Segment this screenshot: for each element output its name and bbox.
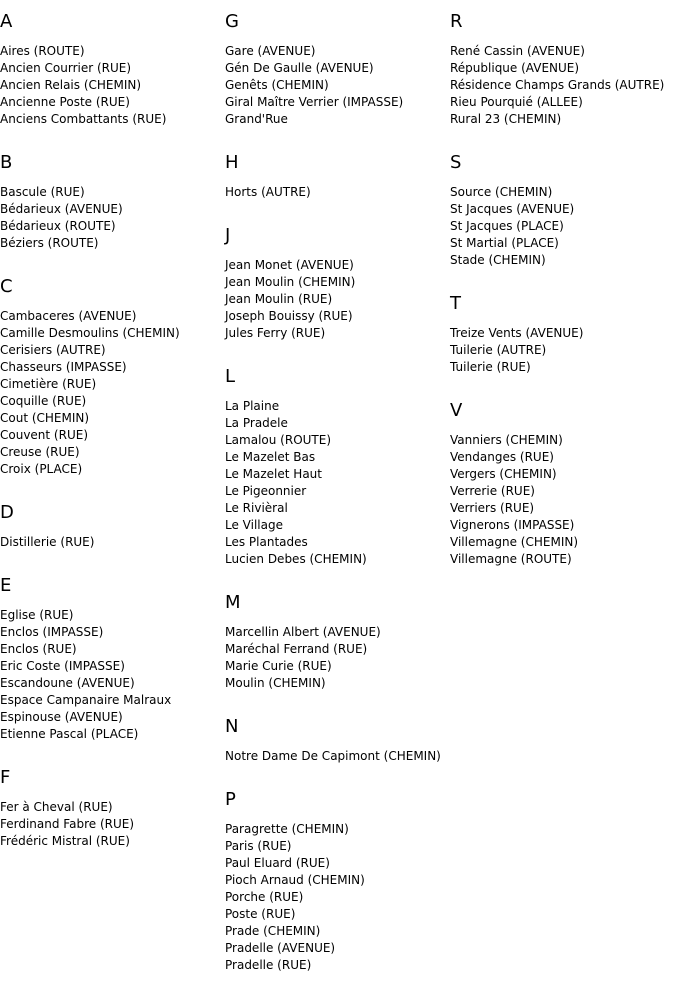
letter-group bbox=[225, 591, 447, 692]
street-index-column-3 bbox=[450, 10, 675, 568]
street-item: La Plaine bbox=[225, 399, 280, 413]
street-item: Gén De Gaulle (AVENUE) bbox=[225, 61, 374, 75]
street-item: St Martial (PLACE) bbox=[450, 236, 559, 250]
street-item: Résidence Champs Grands (AUTRE) bbox=[450, 78, 665, 92]
street-list bbox=[0, 43, 222, 128]
street-list bbox=[0, 534, 222, 551]
street-item: Gare (AVENUE) bbox=[225, 44, 316, 58]
street-list bbox=[450, 432, 675, 568]
street-item: Le Village bbox=[225, 518, 283, 532]
letter-group bbox=[225, 365, 447, 568]
street-item: République (AVENUE) bbox=[450, 61, 580, 75]
group-spacer bbox=[0, 743, 222, 766]
street-list bbox=[0, 308, 222, 478]
group-spacer bbox=[225, 128, 447, 151]
street-item: Jean Monet (AVENUE) bbox=[225, 258, 354, 272]
street-list bbox=[450, 325, 675, 376]
street-item: St Jacques (AVENUE) bbox=[450, 202, 575, 216]
street-item: Creuse (RUE) bbox=[0, 445, 80, 459]
letter-heading: J bbox=[225, 225, 231, 246]
street-item: Ancienne Poste (RUE) bbox=[0, 95, 130, 109]
letter-group bbox=[450, 10, 675, 128]
street-item: Pradelle (AVENUE) bbox=[225, 941, 336, 955]
letter-group bbox=[0, 275, 222, 478]
street-item: Le Mazelet Haut bbox=[225, 467, 322, 481]
letter-heading: A bbox=[0, 11, 13, 32]
street-item: Coquille (RUE) bbox=[0, 394, 87, 408]
street-item: Le Pigeonnier bbox=[225, 484, 307, 498]
street-list bbox=[225, 43, 447, 128]
street-item: Vignerons (IMPASSE) bbox=[450, 518, 575, 532]
street-list bbox=[225, 821, 447, 974]
street-list bbox=[450, 43, 675, 128]
street-item: St Jacques (PLACE) bbox=[450, 219, 564, 233]
street-item: Couvent (RUE) bbox=[0, 428, 89, 442]
street-item: Bascule (RUE) bbox=[0, 185, 85, 199]
street-item: Notre Dame De Capimont (CHEMIN) bbox=[225, 749, 441, 763]
street-item: Tuilerie (RUE) bbox=[450, 360, 531, 374]
street-item: Enclos (IMPASSE) bbox=[0, 625, 104, 639]
street-item: Vergers (CHEMIN) bbox=[450, 467, 557, 481]
street-item: Béziers (ROUTE) bbox=[0, 236, 99, 250]
letter-group bbox=[0, 766, 222, 850]
street-item: Lamalou (ROUTE) bbox=[225, 433, 332, 447]
street-item: Joseph Bouissy (RUE) bbox=[225, 309, 353, 323]
street-item: Espinouse (AVENUE) bbox=[0, 710, 123, 724]
letter-heading: N bbox=[225, 716, 239, 737]
letter-heading: H bbox=[225, 152, 239, 173]
group-spacer bbox=[450, 376, 675, 399]
letter-group bbox=[0, 10, 222, 128]
street-item: Cerisiers (AUTRE) bbox=[0, 343, 106, 357]
street-item: René Cassin (AVENUE) bbox=[450, 44, 585, 58]
street-list bbox=[225, 624, 447, 692]
street-item: Cout (CHEMIN) bbox=[0, 411, 90, 425]
letter-group bbox=[0, 574, 222, 743]
letter-group bbox=[450, 399, 675, 568]
group-spacer bbox=[0, 551, 222, 574]
street-item: Paul Eluard (RUE) bbox=[225, 856, 330, 870]
group-spacer bbox=[0, 252, 222, 275]
street-item: Le Mazelet Bas bbox=[225, 450, 316, 464]
group-spacer bbox=[225, 765, 447, 788]
street-item: Eric Coste (IMPASSE) bbox=[0, 659, 125, 673]
letter-heading: M bbox=[225, 592, 241, 613]
group-spacer bbox=[225, 201, 447, 224]
letter-heading: C bbox=[0, 276, 13, 297]
street-item: Bédarieux (ROUTE) bbox=[0, 219, 116, 233]
street-item: Villemagne (CHEMIN) bbox=[450, 535, 579, 549]
letter-group bbox=[225, 715, 447, 765]
street-item: Paris (RUE) bbox=[225, 839, 292, 853]
street-item: Fer à Cheval (RUE) bbox=[0, 800, 113, 814]
letter-group bbox=[225, 788, 447, 974]
street-item: Pradelle (RUE) bbox=[225, 958, 312, 972]
street-item: Prade (CHEMIN) bbox=[225, 924, 321, 938]
letter-group bbox=[0, 501, 222, 551]
letter-heading: R bbox=[450, 11, 463, 32]
letter-heading: D bbox=[0, 502, 14, 523]
street-item: Jean Moulin (CHEMIN) bbox=[225, 275, 356, 289]
group-spacer bbox=[450, 128, 675, 151]
street-list bbox=[0, 607, 222, 743]
street-item: Cimetière (RUE) bbox=[0, 377, 97, 391]
street-item: Horts (AUTRE) bbox=[225, 185, 311, 199]
street-item: Aires (ROUTE) bbox=[0, 44, 85, 58]
street-item: Distillerie (RUE) bbox=[0, 535, 95, 549]
street-item: Escandoune (AVENUE) bbox=[0, 676, 135, 690]
street-item: Porche (RUE) bbox=[225, 890, 304, 904]
street-item: Pioch Arnaud (CHEMIN) bbox=[225, 873, 365, 887]
street-item: Enclos (RUE) bbox=[0, 642, 77, 656]
letter-heading: T bbox=[450, 293, 461, 314]
letter-group bbox=[225, 224, 447, 342]
street-list bbox=[0, 184, 222, 252]
street-item: Etienne Pascal (PLACE) bbox=[0, 727, 139, 741]
letter-heading: F bbox=[0, 767, 11, 788]
street-item: Giral Maître Verrier (IMPASSE) bbox=[225, 95, 404, 109]
street-item: Croix (PLACE) bbox=[0, 462, 83, 476]
letter-heading: V bbox=[450, 400, 463, 421]
street-list bbox=[225, 748, 447, 765]
letter-group bbox=[450, 151, 675, 269]
street-item: Paragrette (CHEMIN) bbox=[225, 822, 349, 836]
street-item: Lucien Debes (CHEMIN) bbox=[225, 552, 367, 566]
letter-heading: S bbox=[450, 152, 462, 173]
street-item: Camille Desmoulins (CHEMIN) bbox=[0, 326, 180, 340]
street-item: Source (CHEMIN) bbox=[450, 185, 553, 199]
street-list bbox=[225, 184, 447, 201]
street-list bbox=[450, 184, 675, 269]
street-item: Cambaceres (AVENUE) bbox=[0, 309, 137, 323]
street-item: Bédarieux (AVENUE) bbox=[0, 202, 123, 216]
street-item: Marcellin Albert (AVENUE) bbox=[225, 625, 381, 639]
street-item: Les Plantades bbox=[225, 535, 308, 549]
letter-heading: L bbox=[225, 366, 236, 387]
street-item: Moulin (CHEMIN) bbox=[225, 676, 326, 690]
street-item: Maréchal Ferrand (RUE) bbox=[225, 642, 368, 656]
group-spacer bbox=[225, 692, 447, 715]
street-item: Poste (RUE) bbox=[225, 907, 296, 921]
letter-group bbox=[225, 151, 447, 201]
street-item: Verrerie (RUE) bbox=[450, 484, 535, 498]
street-item: Ancien Courrier (RUE) bbox=[0, 61, 132, 75]
letter-group bbox=[0, 151, 222, 252]
street-item: Jules Ferry (RUE) bbox=[225, 326, 326, 340]
street-list bbox=[225, 257, 447, 342]
street-item: Villemagne (ROUTE) bbox=[450, 552, 572, 566]
letter-group bbox=[450, 292, 675, 376]
street-item: Genêts (CHEMIN) bbox=[225, 78, 329, 92]
street-item: Le Rivièral bbox=[225, 501, 288, 515]
street-index-column-2 bbox=[225, 10, 447, 974]
street-item: Marie Curie (RUE) bbox=[225, 659, 332, 673]
street-list bbox=[225, 398, 447, 568]
letter-heading: G bbox=[225, 11, 239, 32]
group-spacer bbox=[0, 478, 222, 501]
street-index-column-1 bbox=[0, 10, 222, 850]
street-item: Verriers (RUE) bbox=[450, 501, 535, 515]
letter-heading: B bbox=[0, 152, 13, 173]
street-item: La Pradele bbox=[225, 416, 288, 430]
letter-heading: E bbox=[0, 575, 12, 596]
group-spacer bbox=[225, 568, 447, 591]
street-item: Ancien Relais (CHEMIN) bbox=[0, 78, 142, 92]
street-item: Anciens Combattants (RUE) bbox=[0, 112, 167, 126]
street-list bbox=[0, 799, 222, 850]
street-item: Vendanges (RUE) bbox=[450, 450, 554, 464]
street-item: Espace Campanaire Malraux bbox=[0, 693, 172, 707]
street-item: Treize Vents (AVENUE) bbox=[450, 326, 584, 340]
street-item: Eglise (RUE) bbox=[0, 608, 74, 622]
street-item: Jean Moulin (RUE) bbox=[225, 292, 333, 306]
group-spacer bbox=[450, 269, 675, 292]
street-item: Rural 23 (CHEMIN) bbox=[450, 112, 562, 126]
group-spacer bbox=[225, 342, 447, 365]
street-item: Stade (CHEMIN) bbox=[450, 253, 546, 267]
street-item: Frédéric Mistral (RUE) bbox=[0, 834, 130, 848]
street-item: Vanniers (CHEMIN) bbox=[450, 433, 563, 447]
street-item: Ferdinand Fabre (RUE) bbox=[0, 817, 135, 831]
street-item: Rieu Pourquié (ALLEE) bbox=[450, 95, 583, 109]
street-item: Grand'Rue bbox=[225, 112, 288, 126]
street-item: Tuilerie (AUTRE) bbox=[450, 343, 547, 357]
group-spacer bbox=[0, 128, 222, 151]
letter-group bbox=[225, 10, 447, 128]
letter-heading: P bbox=[225, 789, 236, 810]
street-item: Chasseurs (IMPASSE) bbox=[0, 360, 127, 374]
